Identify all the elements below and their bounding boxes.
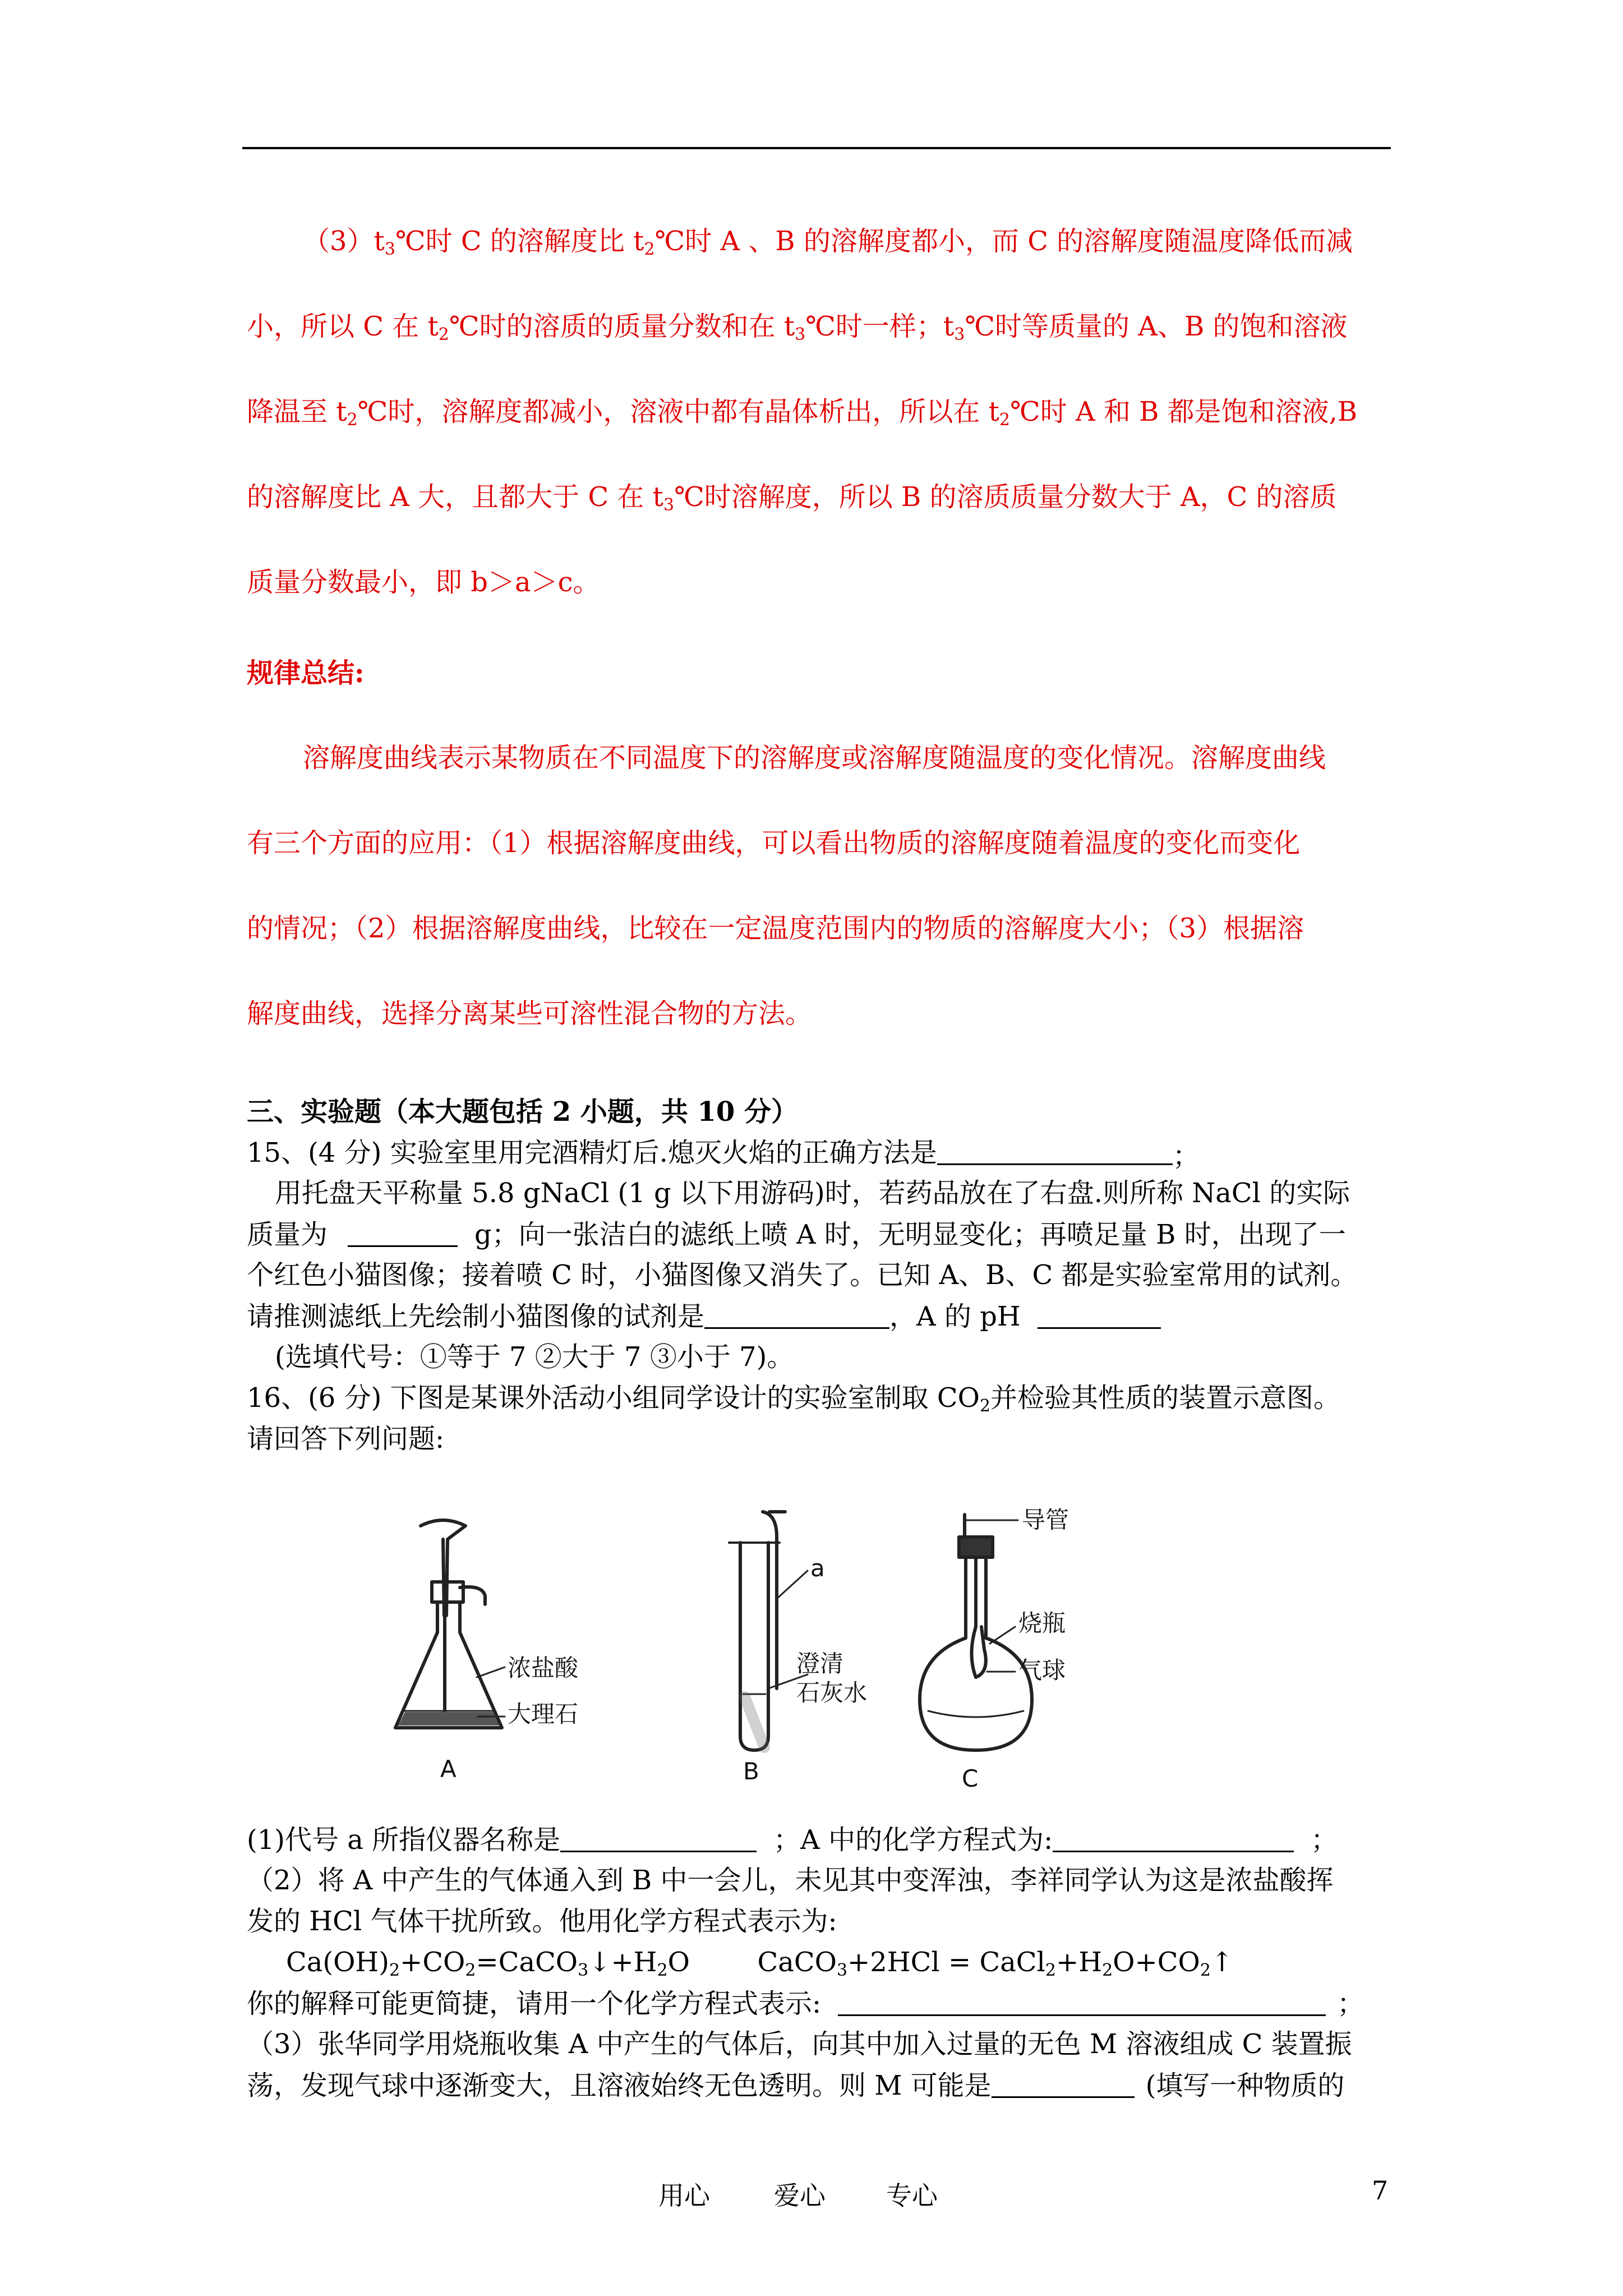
label-a: a [810,1554,825,1582]
label-balloon: 气球 [1018,1657,1066,1684]
analysis-line-5: 质量分数最小，即 b＞a＞c。 [247,567,600,598]
label-tube: 导管 [1022,1506,1069,1534]
q16-blank-2[interactable] [1053,1826,1294,1852]
q15-line-1: 15、(4 分) 实验室里用完酒精灯后.熄灭火焰的正确方法是 ； [247,1137,1200,1172]
apparatus-b-tube [729,1512,808,1750]
header-rule [242,147,1391,149]
q15-blank-4[interactable] [1038,1303,1161,1329]
label-clear: 澄清 [796,1650,844,1677]
q15-line-6: (选填代号：①等于 7 ②大于 7 ③小于 7)。 [275,1341,794,1373]
caption-c: C [962,1765,979,1792]
q15-line-4: 个红色小猫图像；接着喷 C 时，小猫图像又消失了。已知 A、B、C 都是实验室常用的试剂。 [247,1259,1358,1291]
footer-word-1: 用心 [658,2180,710,2211]
summary-line-2: 有三个方面的应用：（1）根据溶解度曲线，可以看出物质的溶解度随着温度的变化而变化 [247,827,1301,859]
q16-blank-3[interactable] [838,1990,1326,2016]
q15-blank-3[interactable] [704,1303,889,1329]
summary-line-4: 解度曲线，选择分离某些可溶性混合物的方法。 [247,998,813,1029]
apparatus-c-flask [920,1515,1032,1750]
summary-line-3: 的情况；（2）根据溶解度曲线，比较在一定温度范围内的物质的溶解度大小；（3）根据溶 [247,913,1304,944]
analysis-line-4: 的溶解度比 A 大，且都大于 C 在 $t_3℃$时溶解度，所以 B 的溶质质量分数大于 A，C 的溶质 [247,481,1337,515]
q16-line-2: 请回答下列问题: [247,1423,445,1455]
q16-sub2-line2: 发的 HCl 气体干扰所致。他用化学方程式表示为: [247,1906,837,1937]
equation-1: $Ca(OH)_2+CO_2=CaCO_3↓+H_2O$ [286,1947,690,1980]
apparatus-a-flask [395,1520,502,1728]
label-conc-hcl: 浓盐酸 [508,1654,579,1682]
footer-word-3: 专心 [886,2180,938,2211]
section-title: 三、实验题（本大题包括 2 小题，共 10 分） [247,1096,799,1128]
q15-blank-2[interactable] [348,1221,458,1247]
apparatus-figure [381,1503,1178,1795]
equation-2: CaCO$_3$+2HCl = $CaCl_2+H_2O+CO_2↑$ [757,1947,1234,1980]
footer-word-2: 爱心 [774,2180,826,2211]
analysis-line-2: 小，所以 C 在 $t_2℃$时的溶质的质量分数和在 $t_3℃$时一样；$t_3℃$时等质量的 A、B 的饱和溶液 [247,311,1348,344]
caption-b: B [743,1757,759,1785]
analysis-line-1: $(3)t_3℃$时 C 的溶解度比 $t_2℃$时 A 、B 的溶解度都小，而 C 的溶解度随温度降低而减 [303,226,1353,259]
q16-sub3-line1: （3）张华同学用烧瓶收集 A 中产生的气体后，向其中加入过量的无色 M 溶液组成 C 装置振 [247,2028,1352,2060]
q16-sub1: (1)代号 a 所指仪器名称是 ；A 中的化学方程式为: ； [247,1824,1338,1856]
caption-a: A [440,1755,457,1783]
label-limewater: 石灰水 [796,1679,868,1706]
q15-blank-1[interactable] [937,1139,1173,1165]
q16-sub2-line1: （2）将 A 中产生的气体通入到 B 中一会儿，未见其中变浑浊，李祥同学认为这是浓盐酸挥 [247,1865,1334,1896]
q15-line-2: 用托盘天平称量 5.8 gNaCl (1 g 以下用游码)时，若药品放在了右盘.则所称 NaCl 的实际 [275,1177,1350,1209]
page-number: 7 [1372,2175,1389,2206]
q16-line-1: 16、(6 分) 下图是某课外活动小组同学设计的实验室制取 $CO_2$并检验其性质的装置示意图。 [247,1382,1341,1416]
q16-equations [286,1949,1441,1979]
q16-blank-4[interactable] [992,2072,1135,2098]
q15-line-5: 请推测滤纸上先绘制小猫图像的试剂是 ，A 的 pH [247,1303,1402,1330]
label-marble: 大理石 [508,1700,579,1728]
summary-heading: 规律总结: [247,657,365,689]
analysis-line-3: 降温至 $t_2℃$时，溶解度都减小，溶液中都有晶体析出，所以在 $t_2℃$时 A 和 B 都是饱和溶液,B [247,396,1358,430]
q16-sub2-line3: 你的解释可能更简捷，请用一个化学方程式表示: ； [247,1988,1364,2019]
label-flask: 烧瓶 [1018,1609,1066,1637]
q16-blank-1[interactable] [560,1826,757,1852]
q15-line-3: 质量为 g；向一张洁白的滤纸上喷 A 时，无明显变化；再喷足量 B 时，出现了一 [247,1219,1346,1250]
q16-sub3-line2: 荡，发现气球中逐渐变大，且溶液始终无色透明。则 M 可能是 (填写一种物质的 [247,2070,1345,2101]
summary-line-1: 溶解度曲线表示某物质在不同温度下的溶解度或溶解度随温度的变化情况。溶解度曲线 [303,742,1326,774]
